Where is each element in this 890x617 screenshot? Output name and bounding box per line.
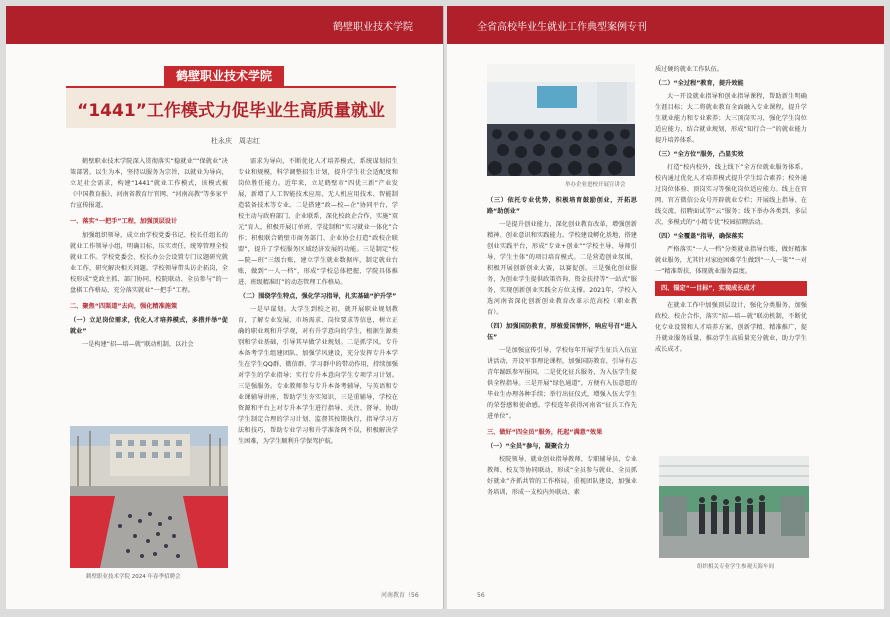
page-number-right: 56 [477,592,485,599]
section-heading-3: 三、做好“四全员”服务，托起“满意”效果 [487,429,603,436]
paragraph: 大一开设就业指导和创业指导课程，帮助新生明确生涯目标；大二将就业教育全面融入专业课程，提升学生就业能力和专业素养；大三顶岗实习，强化学生岗位适应能力，结合就业规划，形成“知行合一”的就业能力提升培养体系。 [655,93,807,144]
right-page-header [447,6,884,44]
section-heading-2: 二、聚焦“四渠道”去向，强化精准施策 [70,303,178,310]
paragraph: 一是构建“招—培—就”联动机制，以社会 [82,341,194,348]
section-heading-1: 一、落实“一把手”工程，加强顶层设计 [70,218,178,225]
subheading: （四）“全覆盖”指导，确保落实 [655,233,744,240]
photo-caption: 组织相关专业学生参观天海车间 [697,564,775,570]
subheading: （二）“全过程”教育，提升效能 [655,80,744,87]
column-2 [238,156,398,449]
career-fair-photo [70,426,228,568]
paragraph: 加强组织领导，成立由学校党委书记、校长任组长的就业工作领导小组，明确目标，压实责任，统筹管理全校就业工作。学校党委会、校长办公会设置专门议题研究就业工作，研究解决相关问题。学校领导带头访企拓岗，全校形成“党政主抓、部门协同、校院联动、全员参与”的一盘棋工作格局，充分落实就业“一把手”工程。 [70,232,228,294]
subheading: （一）“全员”参与，凝聚合力 [487,443,570,450]
left-page-header [6,6,443,44]
column-4 [655,64,807,357]
subheading: （四）加强国防教育，厚植爱国情怀，响应号召“进入伍” [487,323,637,341]
left-page [6,6,443,609]
paragraph: 需求为导向，不断优化人才培养模式，系统谋划招生专业和规模，科学调整招生计划，提升学生社会适配度和岗位胜任能力。近年来，立足鹤壁市“四优三新”产业发展，新增了人工智能技术应用、无人机应用技术、智能制造装备技术等专业。二是搭建“政—校—企”协同平台，学校主动与政府部门、企业联系，深化校政企合作，实施“双元”育人，积极开展订单班、学徒制和“实习就业一体化”合作；积极联合鹤壁市商务部门、企业协会打造“政校企联盟”，提升了学校服务区域经济发展的功能。三是制定“校—院—班”三级台账，建立学生就业数据库，制定就业台账，做到“一人一档”，形成“学校总体把握、学院具体推进、班级精准盯”的动态管理工作格局。 [238,158,398,286]
photo-caption: 鹤壁职业技术学院 2024 年春季招聘会 [86,574,181,580]
right-page [447,6,884,609]
article-authors: 杜永庆 周志红 [211,137,260,145]
title-box [66,86,396,128]
paragraph: 质过硬的就业工作队伍。 [655,66,724,73]
photo-caption: 举办企业进校开展宣讲会 [565,182,626,188]
header-school-name: 鹤壁职业技术学院 [333,22,413,33]
lecture-photo [487,64,635,176]
workshop-visit-photo [659,456,809,558]
column-1 [70,156,228,352]
paragraph: 打造“校内校外，线上线下”全方位就业服务体系。校内通过优化人才培养模式提升学生综合素养；校外通过岗位体验、顶岗实习等强化岗位适应能力。线上在官网、官方微信公众号开辟就业专栏；开展线上指导、在线交流、招聘面试等“云”服务；线下举办各类到、多层次、多模式的“小精专优”校园招聘活动。 [655,164,807,226]
subheading: （二）围绕学生特点，强化学习指导，扎实基础“护升学” [239,293,397,300]
paragraph: 一是早谋划。大学生到校之初，就开展职业规划教育，了解专业发展、市场需求、岗位要求等信息，树立正确的职业观和升学观，对有升学意向的学生，根据生源类别和学业基础，引导其早做学业规划。二是抓学风。专升本备考学生组建团队、加强学风建设，充分发挥专升本学生在学生QQ群、微信群、学习群中的带动作用，持续加强对学生的学业指导；实行专升本意向学生专项学习计划。三是强服务。专业教师参与专升本备考辅导，与英语和专业课辅导讲座，帮助学生夯实知识，三是重辅导，学校在资源和平台上对专升本学生进行指导、关注、督导，协助学生制定合理的学习计划、监督其按期执行，指导学习方法和技巧，帮助专业学习和升学准备两不误，积极解决学生困难，为学生顺利升学保驾护航。 [238,306,398,445]
subheading: （一）立足岗位需求，优化人才培养模式，多措并举“促就业” [70,317,228,335]
paragraph: 一是提升创业能力，深化创业教育改革，增强创新精神、创业意识和实践能力。学校建设孵化基地，搭建创业实践平台，形成“专业+创业”“学校主导、导师引导、学生主体”的项目培育模式。二是营造创业氛围，积极开展创新创业大赛，以赛促创。三是强化创业服务，为创业学生提供政策咨询、资金扶持等“一站式”服务，实现创新创业实践全方位支撑。2021年，学校入选河南省深化创新创业教育改革示范高校（职业教育）。 [487,221,637,316]
school-tag: 鹤壁职业技术学院 [164,66,284,86]
paragraph: 校院领导、就业创业指导教师、专职辅导员、专业教师、校友等协同联动，形成“全员参与就业、全员抓好就业”齐抓共管的工作格局，重视团队建设，加强业务培训，形成一支校内外联动、素 [487,456,637,496]
subheading: （三）依托专业优势，积极培育鼓励创业，开拓思路“助创业” [487,197,637,215]
spine [443,6,444,609]
intro-paragraph: 鹤壁职业技术学院深入贯彻落实“稳就业”“保就业”决策部署，以生为本，坚持以服务为宗旨，以就业为导向，立足社会需求，构建“1441”就业工作模式，该模式被《中国教育报》、河南省教育厅官网、“河南高教”等多家平台宣传报道。 [70,158,228,209]
article-title: “1441”工作模式力促毕业生高质量就业 [77,101,385,121]
paragraph: 严格落实“一人一档”分类就业指导台账，做好精准就业服务，尤其针对家庭困难学生做到“一人一策”“一对一”精准帮扶，体现就业服务温度。 [655,246,807,275]
page-number-left: 河南教育（56 [381,592,419,599]
subheading: （三）“全方位”服务，凸显实效 [655,151,744,158]
column-3 [487,192,637,500]
paragraph: 在就业工作中加强顶层设计，强化分类服务，加强政校、校企合作，落实“招—培—就”联动机制，不断优化专业设置和人才培养方案，创新学精、精准推广，提升就业服务质量，推动学生高质量充分就业，助力学生成长成才。 [655,302,807,353]
paragraph: 一是加强宣传引导，学校每年开展学生征兵入伍宣讲活动，开设军事理论课程，加强国防教育，引导有志青年踊跃参军报国。二是优化征兵服务，为入伍学生提供全程指导。三是开展“绿色通道”，方便有入伍意愿的毕业生办理各种手续；举行出征仪式，增强入伍大学生的荣誉感和使命感，学校连年获得河南省“征兵工作先进单位”。 [487,347,637,420]
section-heading-4: 四、锚定“一目标”，实现成长成才 [655,281,807,296]
header-special-issue: 全省高校毕业生就业工作典型案例专刊 [477,22,647,33]
